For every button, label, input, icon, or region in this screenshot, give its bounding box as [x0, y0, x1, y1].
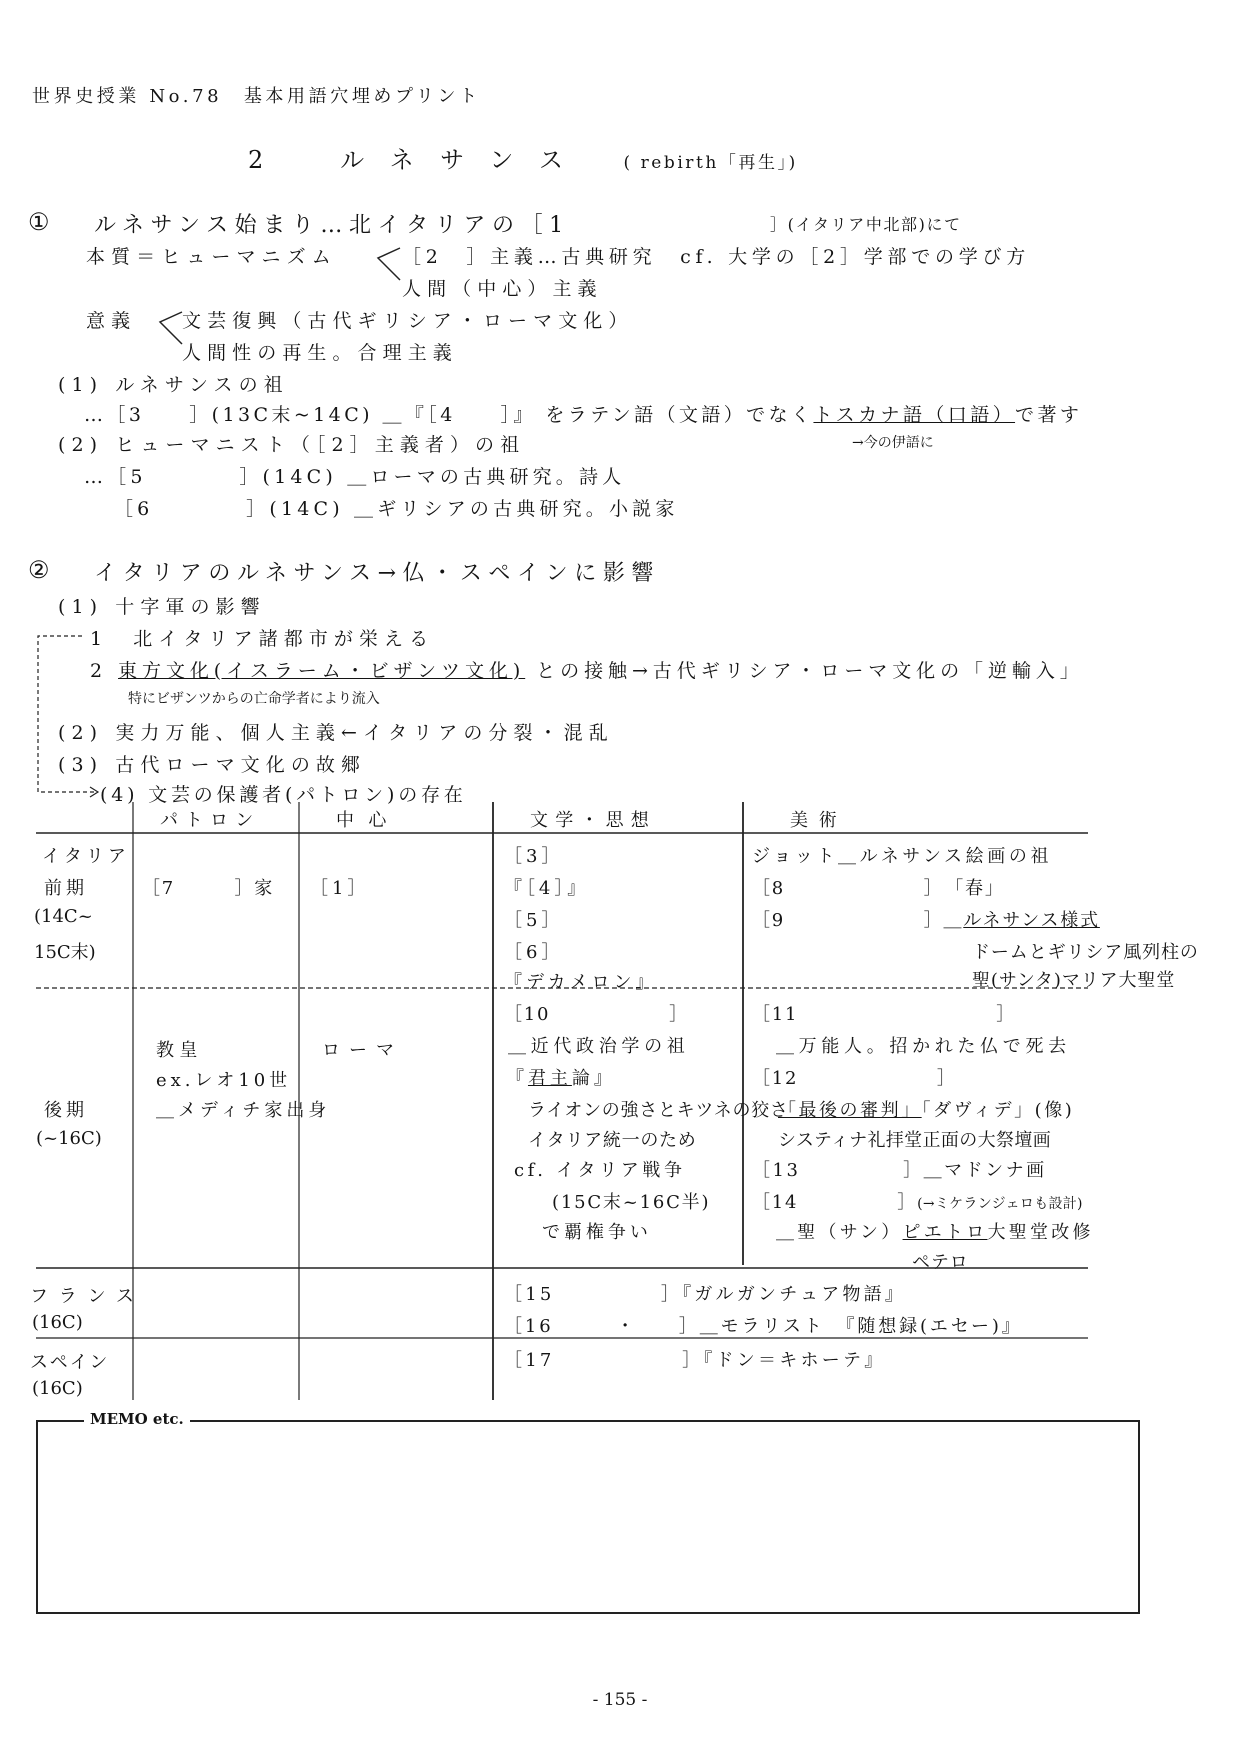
early-label-period: 前期	[44, 878, 88, 899]
early-patron: ［7 ］家	[142, 878, 275, 899]
point-1-text-b: で著す	[1015, 404, 1083, 426]
late-art-2: ＿万能人。招かれた仏で死去	[776, 1036, 1071, 1057]
pietro: ピエトロ	[902, 1222, 988, 1243]
influence-1-item-2	[90, 656, 1084, 683]
significance-brace	[146, 308, 186, 350]
influence-1-note: 特にビザンツからの亡命学者により流入	[128, 691, 380, 707]
essence-branch-2: 人間（中心）主義	[402, 278, 603, 300]
the-prince: 君主	[527, 1068, 572, 1089]
point-1-note: →今の伊語に	[852, 435, 934, 451]
late-lit-4: ライオンの強さとキツネの狡さ	[528, 1100, 789, 1121]
late-art-5: システィナ礼拝堂正面の大祭壇画	[778, 1130, 1052, 1151]
col-header-literature: 文学・思想	[530, 810, 656, 831]
influence-2-heading: (2) 実力万能、個人主義←イタリアの分裂・混乱	[58, 722, 614, 744]
page-number: - 155 -	[592, 1690, 648, 1710]
late-art-7	[752, 1188, 1083, 1214]
late-patron-1: 教皇	[156, 1040, 203, 1061]
late-art-1: ［11 ］	[752, 1004, 1017, 1025]
col-header-center: 中心	[336, 810, 401, 831]
early-lit-5: 『デカメロン』	[504, 972, 658, 993]
influence-1-item-1: 1 北イタリア諸都市が栄える	[90, 628, 435, 650]
late-art-4	[778, 1096, 1074, 1122]
point-2-heading: (2) ヒューマニスト（［2］主義者）の祖	[58, 434, 526, 456]
early-center: ［1］	[310, 878, 370, 899]
significance-branch-2: 人間性の再生。合理主義	[182, 342, 458, 364]
late-art-3: ［12 ］	[752, 1068, 957, 1089]
item-2-text: との接触→古代ギリシア・ローマ文化の「逆輸入」	[536, 660, 1084, 682]
late-lit-3-c: 論』	[571, 1068, 616, 1089]
early-art-5: 聖(サンタ)マリア大聖堂	[972, 970, 1176, 991]
early-art-3-bracket: ［9 ］＿	[752, 910, 964, 931]
spain-row-1: ［17 ］『ドン＝キホーテ』	[504, 1350, 886, 1371]
late-lit-3-a: 『	[506, 1068, 528, 1089]
section-1-heading-end: ］(イタリア中北部)にて	[770, 215, 962, 234]
early-lit-3: ［5］	[504, 910, 564, 931]
tuscan-language: トスカナ語（口語）	[813, 404, 1016, 426]
point-2-line-b: ［6 ］(14C) ＿ギリシアの古典研究。小説家	[114, 498, 679, 520]
early-label-to: 15C末)	[34, 942, 96, 963]
france-row-2: ［16 ・ ］＿モラリスト 『随想録(エセー)』	[504, 1316, 1023, 1337]
late-lit-7: (15C末~16C半)	[552, 1192, 711, 1213]
late-lit-8: で覇権争い	[542, 1222, 652, 1243]
col-header-patron: パトロン	[160, 810, 261, 831]
point-1-heading: (1) ルネサンスの祖	[58, 374, 289, 396]
section-title	[248, 140, 798, 175]
item-2-number: 2	[90, 660, 108, 682]
early-lit-2: 『［4］』	[504, 878, 590, 899]
memo-box[interactable]	[36, 1420, 1140, 1614]
section-title-main: 2 ルネサンス	[248, 146, 590, 174]
late-lit-3	[506, 1064, 616, 1090]
late-art-8-a: ＿聖（サン）	[776, 1222, 903, 1243]
essence-branch-1: ［2 ］主義…古典研究 cf. 大学の［2］学部での学び方	[402, 246, 1031, 268]
point-1-text-a: …［3 ］(13C末~14C) ＿『［4 ］』 をラテン語（文語）でなく	[84, 404, 814, 426]
france-row-1: ［15 ］『ガルガンチュア物語』	[504, 1284, 907, 1305]
late-lit-1: ［10 ］	[504, 1004, 689, 1025]
late-label-period: 後期	[44, 1100, 88, 1121]
late-art-9: ペテロ	[912, 1252, 969, 1273]
influence-4-heading: (4) 文芸の保護者(パトロン)の存在	[100, 784, 467, 806]
early-art-2: ［8 ］ 「春」	[752, 878, 1005, 899]
last-judgment: 「最後の審判」	[778, 1100, 922, 1121]
influence-1-heading: (1) 十字軍の影響	[58, 596, 266, 618]
late-center: ローマ	[322, 1040, 403, 1061]
late-patron-2: ex.レオ10世	[156, 1070, 292, 1091]
section-title-sub: ( rebirth「再生」)	[623, 153, 798, 173]
early-art-3	[752, 906, 1100, 932]
late-lit-6: cf. イタリア戦争	[514, 1160, 686, 1181]
section-1-mark: ①	[28, 208, 50, 236]
point-2-line-a: …［5 ］(14C) ＿ローマの古典研究。詩人	[84, 466, 626, 488]
significance-branch-1: 文芸復興（古代ギリシア・ローマ文化）	[182, 310, 634, 332]
early-art-1: ジョット＿ルネサンス絵画の祖	[752, 846, 1053, 867]
section-2-mark: ②	[28, 556, 50, 584]
late-lit-5: イタリア統一のため	[528, 1130, 697, 1151]
late-art-7-bracket: ［14 ］	[752, 1192, 918, 1213]
spain-label: スペイン	[30, 1352, 110, 1373]
early-lit-4: ［6］	[504, 942, 564, 963]
significance-label: 意義	[86, 310, 137, 332]
eastern-culture: 東方文化(イスラーム・ビザンツ文化)	[118, 660, 526, 682]
late-art-6: ［13 ］＿マドンナ画	[752, 1160, 1047, 1181]
late-patron-3: ＿メディチ家出身	[156, 1100, 331, 1121]
late-label-range: (~16C)	[36, 1128, 102, 1149]
essence-brace	[364, 244, 404, 286]
spain-period: (16C)	[32, 1378, 83, 1399]
early-lit-1: ［3］	[504, 846, 564, 867]
late-lit-2: ＿近代政治学の祖	[508, 1036, 690, 1057]
memo-label: MEMO etc.	[84, 1410, 190, 1428]
early-label-from: (14C~	[34, 906, 93, 927]
influence-3-heading: (3) 古代ローマ文化の故郷	[58, 754, 367, 776]
france-period: (16C)	[32, 1312, 83, 1333]
essence-label: 本質＝ヒューマニズム	[86, 246, 337, 268]
point-1-line	[84, 400, 1082, 427]
early-art-4: ドームとギリシア風列柱の	[972, 942, 1199, 963]
david: 「ダヴィデ」(像)	[921, 1100, 1075, 1121]
late-art-8-c: 大聖堂改修	[987, 1222, 1094, 1243]
worksheet-header: 世界史授業 No.78 基本用語穴埋めプリント	[32, 86, 481, 107]
section-1-heading: ルネサンス始まり…北イタリアの［1	[94, 213, 570, 238]
renaissance-style: ルネサンス様式	[963, 910, 1100, 931]
france-label: フランス	[30, 1286, 145, 1307]
col-header-art: 美術	[790, 810, 848, 831]
late-art-7-note: (→ミケランジェロも設計)	[917, 1196, 1083, 1212]
early-label-region: イタリア	[42, 846, 130, 867]
late-art-8	[776, 1218, 1094, 1244]
section-2-heading: イタリアのルネサンス→仏・スペインに影響	[94, 561, 661, 586]
